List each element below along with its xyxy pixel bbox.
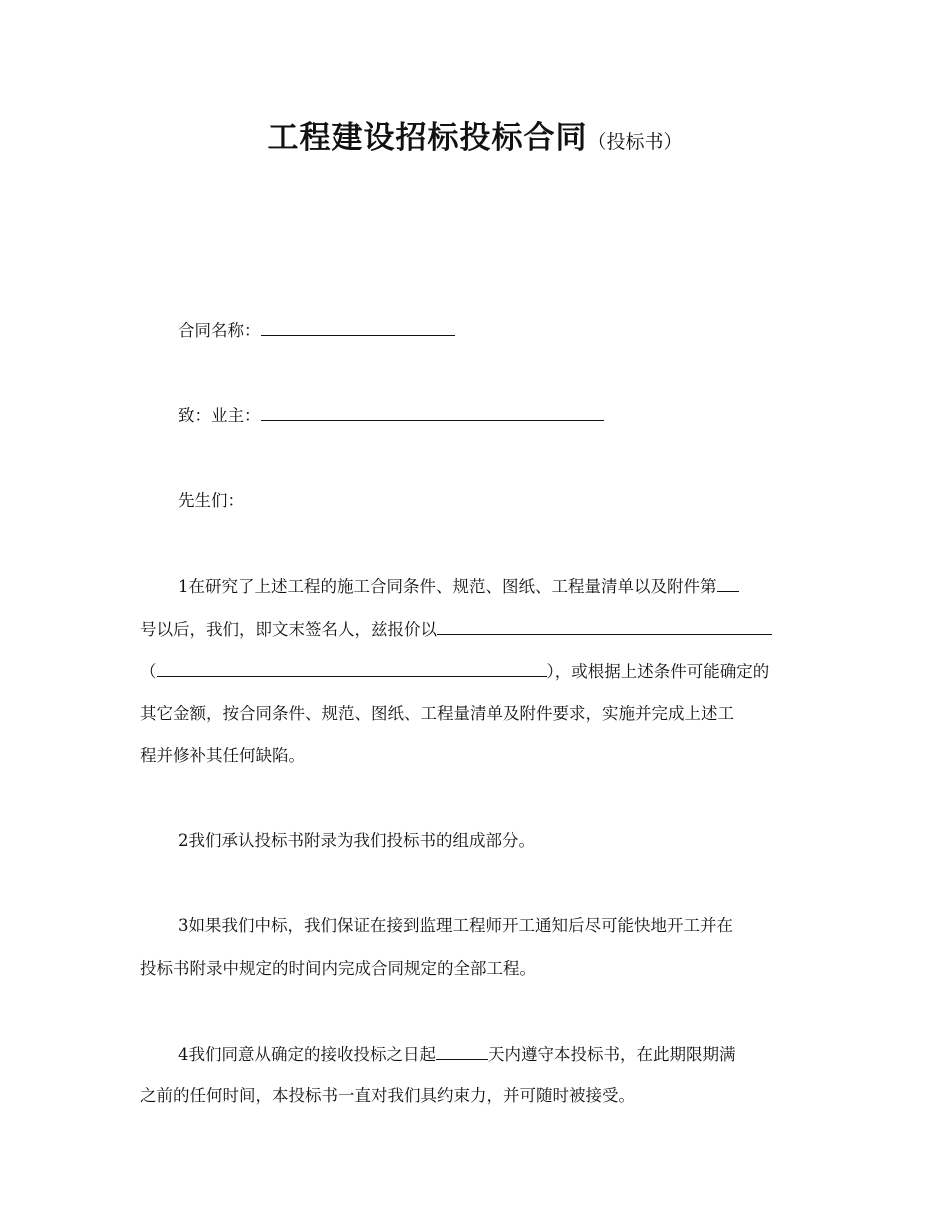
clause1-line1 — [178, 575, 739, 598]
clause3-line1: 3如果我们中标，我们保证在接到监理工程师开工通知后尽可能快地开工并在 — [178, 916, 733, 935]
clause2: 2我们承认投标书附录为我们投标书的组成部分。 — [178, 831, 535, 850]
owner-name-blank[interactable] — [261, 404, 604, 421]
validity-days-blank[interactable] — [436, 1043, 488, 1060]
clause1-text-c: ），或根据上述条件可能确定的 — [546, 662, 770, 681]
clause1-line4: 其它金额，按合同条件、规范、图纸、工程量清单及附件要求，实施并完成上述工 — [140, 704, 734, 723]
contract-name-line — [178, 319, 455, 342]
to-owner-label: 致：业主： — [178, 406, 261, 425]
clause1-line5: 程并修补其任何缺陷。 — [140, 746, 305, 765]
salutation: 先生们： — [178, 491, 244, 510]
bid-amount-words-blank[interactable] — [157, 660, 547, 677]
contract-name-label: 合同名称： — [178, 321, 261, 340]
clause1-text-a: 1在研究了上述工程的施工合同条件、规范、图纸、工程量清单以及附件第 — [178, 577, 717, 596]
document-title — [0, 112, 950, 157]
clause1-line2 — [140, 618, 772, 641]
contract-name-blank[interactable] — [261, 319, 455, 336]
clause3-line2: 投标书附录中规定的时间内完成合同规定的全部工程。 — [140, 959, 536, 978]
clause4-text-a: 4我们同意从确定的接收投标之日起 — [178, 1045, 436, 1064]
clause4-line2: 之前的任何时间，本投标书一直对我们具约束力，并可随时被接受。 — [140, 1086, 635, 1105]
annex-number-blank[interactable] — [717, 575, 739, 592]
title-main: 工程建设招标投标合同 — [267, 120, 588, 156]
clause1-line3 — [140, 660, 769, 683]
clause1-text-b: 号以后，我们，即文末签名人，兹报价以 — [140, 620, 437, 639]
title-subtitle: （投标书） — [587, 131, 683, 153]
bid-amount-blank[interactable] — [437, 618, 772, 635]
clause4-line1 — [178, 1043, 736, 1066]
clause1-paren-open: （ — [140, 662, 157, 681]
clause4-text-b: 天内遵守本投标书，在此期限期满 — [488, 1045, 736, 1064]
to-owner-line — [178, 404, 604, 427]
